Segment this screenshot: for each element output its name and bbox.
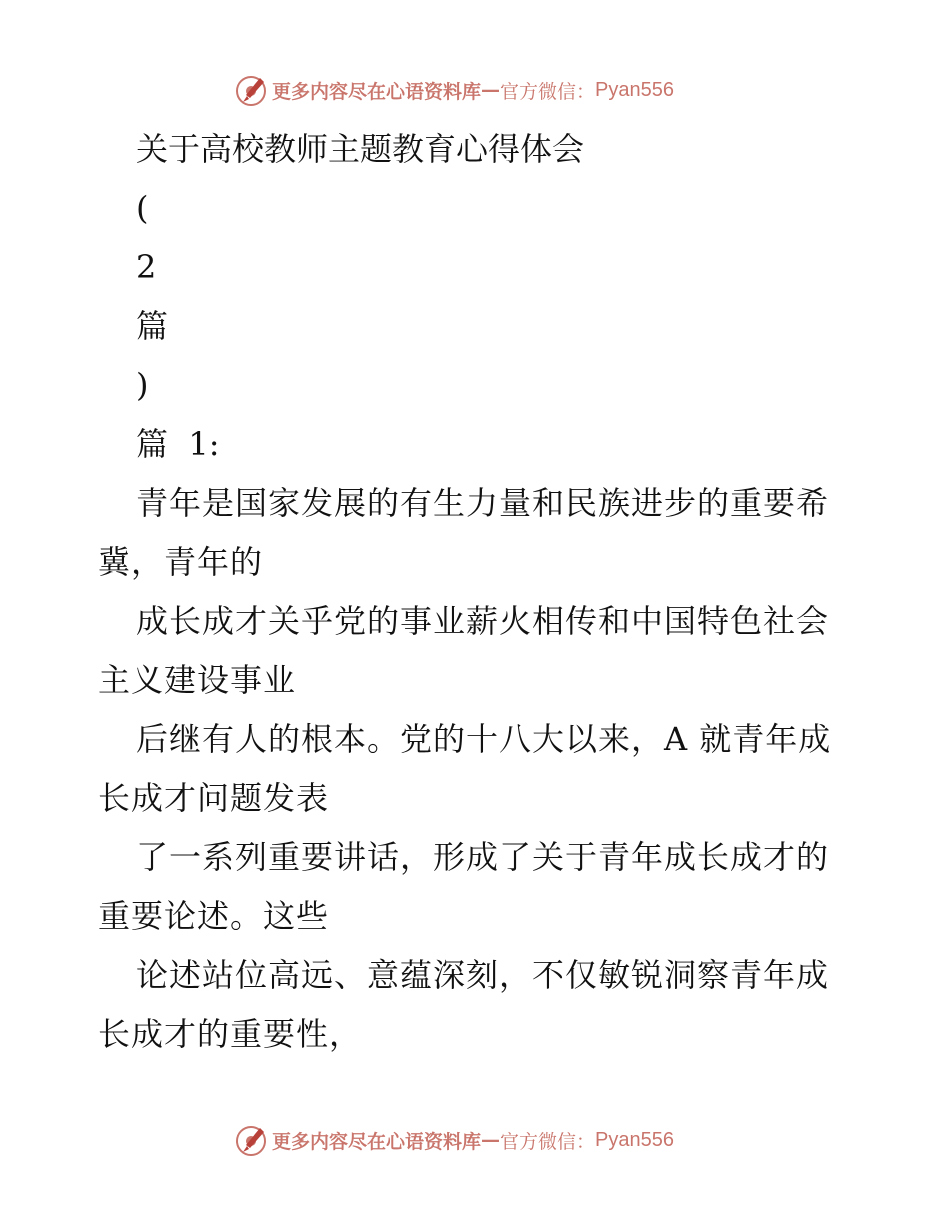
paragraph-line: 冀，青年的: [98, 543, 264, 581]
header-watermark-banner: [234, 72, 674, 108]
title-paren-close: ): [136, 366, 149, 404]
title-paren-open: (: [136, 189, 149, 227]
paragraph-line: 后继有人的根本。党的十八大以来，A 就青年成: [136, 720, 832, 758]
watermark-wechat-handle: Pyan556: [595, 1128, 674, 1151]
paragraph: [98, 592, 858, 710]
pen-nib-logo-icon: [234, 73, 268, 107]
paragraph-line: 论述站位高远、意蕴深刻，不仅敏锐洞察青年成: [136, 956, 830, 994]
document-title: 关于高校教师主题教育心得体会: [136, 130, 585, 168]
watermark-wechat-label: 官方微信：: [500, 80, 596, 103]
watermark-dash: —: [481, 1129, 501, 1151]
paragraph: [98, 474, 858, 592]
paragraph: [98, 828, 858, 946]
paragraph-line: 主义建设事业: [98, 661, 297, 699]
paragraph-line: 青年是国家发展的有生力量和民族进步的重要希: [136, 484, 830, 522]
paragraph-line: 长成才问题发表: [98, 779, 330, 817]
watermark-dash: —: [481, 79, 501, 101]
paragraph-line: 成长成才关乎党的事业薪火相传和中国特色社会: [136, 602, 830, 640]
paragraph-line: 长成才的重要性，: [98, 1015, 363, 1053]
title-unit: 篇: [136, 307, 169, 345]
section-label: 篇 1:: [136, 425, 220, 463]
paragraph: [98, 946, 858, 1064]
watermark-wechat-handle: Pyan556: [595, 78, 674, 101]
document-body: [98, 120, 858, 1064]
watermark-site-name: 更多内容尽在心语资料库: [272, 1130, 482, 1153]
paragraph-line: 重要论述。这些: [98, 897, 330, 935]
paragraph-line: 了一系列重要讲话，形成了关于青年成长成才的: [136, 838, 830, 876]
pen-nib-logo-icon: [234, 1123, 268, 1157]
paragraph: [98, 710, 858, 828]
watermark-wechat-label: 官方微信：: [500, 1130, 596, 1153]
footer-watermark-banner: [234, 1122, 674, 1158]
watermark-site-name: 更多内容尽在心语资料库: [272, 80, 482, 103]
title-count: 2: [136, 248, 157, 286]
